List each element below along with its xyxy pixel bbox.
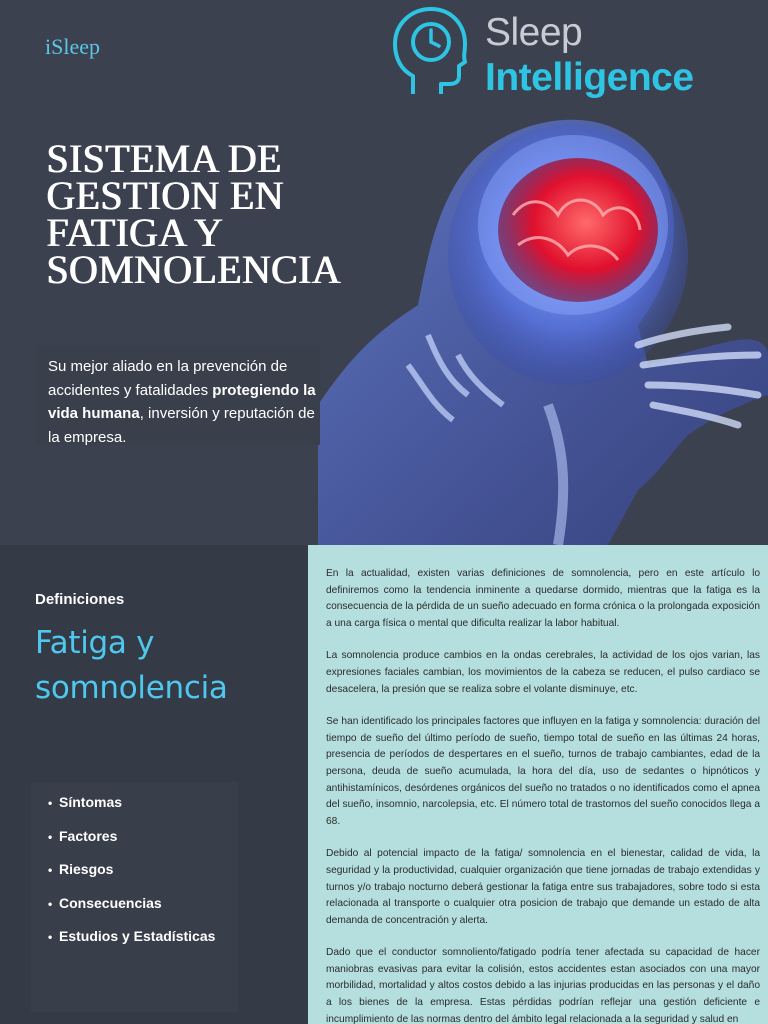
logo-intelligence-text: Intelligence <box>485 56 694 99</box>
article-paragraph: Debido al potencial impacto de la fatiga/ somnolencia en el bienestar, calidad de vida, la seguridad y la productividad, cualquier organización que tiene jornadas de trabajo extendidas y turnos y/o trabajo nocturno deberá gestionar la fatiga entre sus trabajadores, sobre todo si esta relacionada al transporte o cualquier otra posicion de trabajo que demande un estado de alta demanda de concentración y alerta. <box>326 848 760 926</box>
article-panel <box>308 545 768 1024</box>
xray-head-image <box>318 105 768 545</box>
heading-line: somnolencia <box>35 670 228 706</box>
menu-item-consecuencias[interactable]: • Consecuencias <box>48 895 162 911</box>
isleep-wordmark: iSleep <box>45 34 100 59</box>
logo-sleep-text: Sleep <box>485 11 583 54</box>
title-line: SOMNOLENCIA <box>46 247 341 292</box>
topic-menu <box>31 782 238 1012</box>
title-line: FATIGA Y <box>46 210 223 255</box>
article-paragraph: Se han identificado los principales factores que influyen en la fatiga y somnolencia: duración del tiempo de sueño del último período de sueño, tiempo total de sueño en las últimas 24 horas, presencia de períodos de despertares en el sueño, turnos de trabajo cambiantes, edad de la persona, deuda de sueño acumulada, la hora del día, uso de sedantes o hipnóticos y antihistamínicos, desórdenes orgánicos del sueño no tratados o no identificados como el apnea del sueño, insomnio, narcolepsia, etc. El número total de trastornos del sueño conocidos llega a 68. <box>326 716 760 827</box>
title-line: GESTION EN <box>46 173 284 218</box>
heading-line: Fatiga y <box>35 625 155 661</box>
tagline <box>36 345 320 445</box>
menu-item-sintomas[interactable]: • Síntomas <box>48 794 122 810</box>
article-paragraph: La somnolencia produce cambios en la ondas cerebrales, la actividad de los ojos varian, las expresiones faciales cambian, los movimientos de la cabeza se reducen, el pulso cardiaco se desacelera, la presión que se realiza sobre el volante disminuye, etc. <box>326 650 760 695</box>
head-clock-icon <box>393 6 467 98</box>
article-body <box>326 566 760 1024</box>
section-heading <box>35 621 228 711</box>
title-line: SISTEMA DE <box>46 136 282 181</box>
article-paragraph: En la actualidad, existen varias definiciones de somnolencia, pero en este artículo lo definiremos como la tendencia inminente a quedarse dormido, mientras que la fatiga es la consecuencia de la pérdida de un sueño adecuado en forma crónica o la prolongada exposición a una carga física o mental que dificulta realizar la labor habitual. <box>326 568 760 629</box>
sidebar <box>0 545 308 1024</box>
page-title <box>46 136 341 292</box>
article-paragraph: Dado que el conductor somnoliento/fatigado podría tener afectada su capacidad de hacer maniobras evasivas para evitar la colisión, estos accidentes estan asociados con una mayor morbilidad, mortalidad y altos costos debido a las injurias producidas en las personas y el daño a los bienes de la empresa. Estas pérdidas podrían reflejar una gestión deficiente e incumplimiento de las normas dentro del ámbito legal relacionada a la seguridad y salud en <box>326 947 760 1024</box>
tagline-text: Su mejor aliado en la prevención de accidentes y fatalidades <box>48 358 288 399</box>
menu-item-riesgos[interactable]: • Riesgos <box>48 861 113 877</box>
menu-item-factores[interactable]: • Factores <box>48 828 117 844</box>
section-label: Definiciones <box>35 591 125 608</box>
tagline-text-end: , inversión y reputación de la empresa. <box>48 405 315 446</box>
tagline-emphasis: protegiendo la vida humana <box>48 381 316 422</box>
menu-item-estudios[interactable]: • Estudios y Estadísticas <box>48 928 215 944</box>
